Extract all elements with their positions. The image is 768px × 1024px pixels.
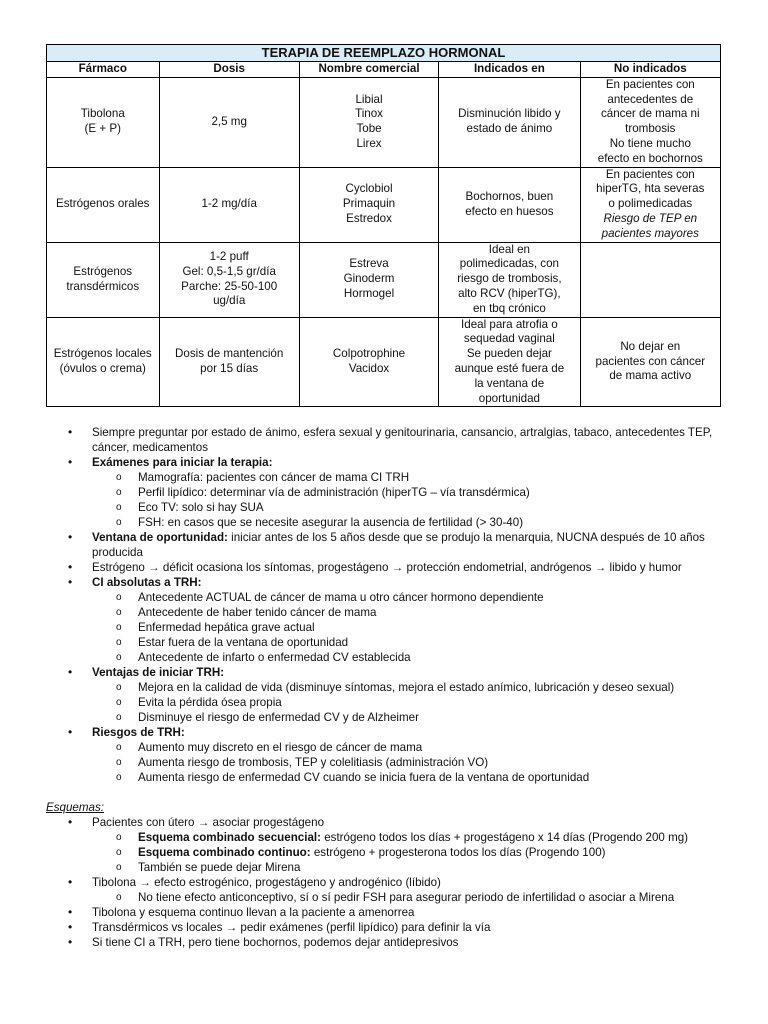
table-row bbox=[47, 77, 721, 167]
list-item: o Esquema combinado continuo: estrógeno + progesterona todos los días (Progendo 100) bbox=[46, 845, 746, 860]
list-item: o FSH: en casos que se necesite asegurar la ausencia de fertilidad (> 30-40) bbox=[46, 515, 746, 530]
list-item: • Ventana de oportunidad: iniciar antes de los 5 años desde que se produjo la menarquia, NUCNA después de 10 años producida bbox=[46, 530, 746, 560]
cell-no-indicados bbox=[580, 242, 720, 317]
list-item: o Aumento muy discreto en el riesgo de cáncer de mama bbox=[46, 740, 746, 755]
cell-dosis: Dosis de mantención por 15 días bbox=[159, 317, 299, 407]
cell-nombre: Cyclobiol Primaquin Estredox bbox=[299, 167, 438, 242]
cell-nombre: Libial Tinox Tobe Lirex bbox=[299, 77, 438, 167]
list-item: o Mejora en la calidad de vida (disminuye síntomas, mejora el estado anímico, lubricación y deseo sexual) bbox=[46, 680, 746, 695]
list-item: • Pacientes con útero → asociar progestágeno o Esquema combinado secuencial: estrógeno todos los días + progestágeno x 14 días (Progendo 200 mg) o Esquema combinado continuo: estrógeno + progesterona todos los días (Progendo 100) o También se puede dejar Mirena bbox=[46, 815, 746, 875]
list-item: • Si tiene CI a TRH, pero tiene bochornos, podemos dejar antidepresivos bbox=[46, 935, 746, 950]
cell-indicados: Ideal para atrofia o sequedad vaginal Se pueden dejar aunque esté fuera de la ventana de oportunidad bbox=[439, 317, 580, 407]
table-title: TERAPIA DE REEMPLAZO HORMONAL bbox=[47, 45, 721, 62]
header-dosis: Dosis bbox=[159, 62, 299, 78]
table-row bbox=[47, 317, 721, 407]
list-item: o Estar fuera de la ventana de oportunidad bbox=[46, 635, 746, 650]
cell-farmaco: Estrógenos transdérmicos bbox=[47, 242, 160, 317]
cell-dosis: 1-2 puff Gel: 0,5-1,5 gr/día Parche: 25-50-100 ug/día bbox=[159, 242, 299, 317]
cell-indicados: Ideal en polimedicadas, con riesgo de trombosis, alto RCV (hiperTG), en tbq crónico bbox=[439, 242, 580, 317]
cell-dosis: 1-2 mg/día bbox=[159, 167, 299, 242]
list-item: • Transdérmicos vs locales → pedir exámenes (perfil lipídico) para definir la vía bbox=[46, 920, 746, 935]
list-item: • Tibolona → efecto estrogénico, progestágeno y androgénico (líbido) o No tiene efecto anticonceptivo, sí o sí pedir FSH para asegurar periodo de infertilidad o asociar a Mirena bbox=[46, 875, 746, 905]
list-item: o Aumenta riesgo de enfermedad CV cuando se inicia fuera de la ventana de oportunidad bbox=[46, 770, 746, 785]
cell-nombre: Estreva Ginoderm Hormogel bbox=[299, 242, 438, 317]
list-item: • CI absolutas a TRH: o Antecedente ACTUAL de cáncer de mama u otro cáncer hormono dependiente o Antecedente de haber tenido cáncer de mama o Enfermedad hepática grave actual o Estar fuera de la ventana de oportunidad o Antecedente de infarto o enfermedad CV establecida bbox=[46, 575, 746, 665]
list-item: o Enfermedad hepática grave actual bbox=[46, 620, 746, 635]
trh-table bbox=[46, 44, 721, 407]
list-item: o Eco TV: solo si hay SUA bbox=[46, 500, 746, 515]
ci-list bbox=[92, 590, 746, 665]
cell-farmaco: Estrógenos orales bbox=[47, 167, 160, 242]
esquemas-title: Esquemas: bbox=[46, 801, 104, 814]
cell-farmaco: Tibolona (E + P) bbox=[47, 77, 160, 167]
cell-nombre: Colpotrophine Vacidox bbox=[299, 317, 438, 407]
ventajas-list bbox=[92, 680, 746, 725]
header-no-indicados: No indicados bbox=[580, 62, 720, 78]
list-item: o También se puede dejar Mirena bbox=[46, 860, 746, 875]
cell-indicados: Disminución libido y estado de ánimo bbox=[439, 77, 580, 167]
header-farmaco: Fármaco bbox=[47, 62, 160, 78]
list-item: • Tibolona y esquema continuo llevan a la paciente a amenorrea bbox=[46, 905, 746, 920]
list-item: o Evita la pérdida ósea propia bbox=[46, 695, 746, 710]
notes-section bbox=[46, 425, 746, 950]
header-indicados: Indicados en bbox=[439, 62, 580, 78]
list-item: o No tiene efecto anticonceptivo, sí o sí pedir FSH para asegurar periodo de infertilidad o asociar a Mirena bbox=[46, 890, 746, 905]
list-item: o Esquema combinado secuencial: estrógeno todos los días + progestágeno x 14 días (Progendo 200 mg) bbox=[46, 830, 746, 845]
list-item: • Ventajas de iniciar TRH: o Mejora en la calidad de vida (disminuye síntomas, mejora el estado anímico, lubricación y deseo sexual) o Evita la pérdida ósea propia o Disminuye el riesgo de enfermedad CV y de Alzheimer bbox=[46, 665, 746, 725]
list-item: • Exámenes para iniciar la terapia: o Mamografía: pacientes con cáncer de mama CI TRH o Perfil lipídico: determinar vía de administración (hiperTG – vía transdérmica) o Eco TV: solo si hay SUA o FSH: en casos que se necesite asegurar la ausencia de fertilidad (> 30-40) bbox=[46, 455, 746, 530]
cell-dosis: 2,5 mg bbox=[159, 77, 299, 167]
header-nombre-comercial: Nombre comercial bbox=[299, 62, 438, 78]
list-item: o Mamografía: pacientes con cáncer de mama CI TRH bbox=[46, 470, 746, 485]
table-row bbox=[47, 167, 721, 242]
riesgos-list bbox=[92, 740, 746, 785]
cell-farmaco: Estrógenos locales (óvulos o crema) bbox=[47, 317, 160, 407]
list-item: o Perfil lipídico: determinar vía de administración (hiperTG – vía transdérmica) bbox=[46, 485, 746, 500]
examenes-list bbox=[92, 470, 746, 530]
list-item: o Antecedente de haber tenido cáncer de mama bbox=[46, 605, 746, 620]
cell-no-indicados: En pacientes con antecedentes de cáncer de mama ni trombosis No tiene mucho efecto en bochornos bbox=[580, 77, 720, 167]
list-item: • Estrógeno → déficit ocasiona los síntomas, progestágeno → protección endometrial, andrógenos → libido y humor bbox=[46, 560, 746, 575]
list-item: • Riesgos de TRH: o Aumento muy discreto en el riesgo de cáncer de mama o Aumenta riesgo de trombosis, TEP y colelitiasis (administración VO) o Aumenta riesgo de enfermedad CV cuando se inicia fuera de la ventana de oportunidad bbox=[46, 725, 746, 785]
list-item: o Disminuye el riesgo de enfermedad CV y de Alzheimer bbox=[46, 710, 746, 725]
cell-indicados: Bochornos, buen efecto en huesos bbox=[439, 167, 580, 242]
list-item: • Siempre preguntar por estado de ánimo, esfera sexual y genitourinaria, cansancio, artralgias, tabaco, antecedentes TEP, cáncer, medicamentos bbox=[46, 425, 746, 455]
cell-no-indicados: En pacientes con hiperTG, hta severas o polimedicadas Riesgo de TEP en pacientes mayores bbox=[580, 167, 720, 242]
table-header-row bbox=[47, 62, 721, 78]
cell-no-indicados: No dejar en pacientes con cáncer de mama activo bbox=[580, 317, 720, 407]
table-row bbox=[47, 242, 721, 317]
list-item: o Aumenta riesgo de trombosis, TEP y colelitiasis (administración VO) bbox=[46, 755, 746, 770]
list-item: o Antecedente de infarto o enfermedad CV establecida bbox=[46, 650, 746, 665]
list-item: o Antecedente ACTUAL de cáncer de mama u otro cáncer hormono dependiente bbox=[46, 590, 746, 605]
